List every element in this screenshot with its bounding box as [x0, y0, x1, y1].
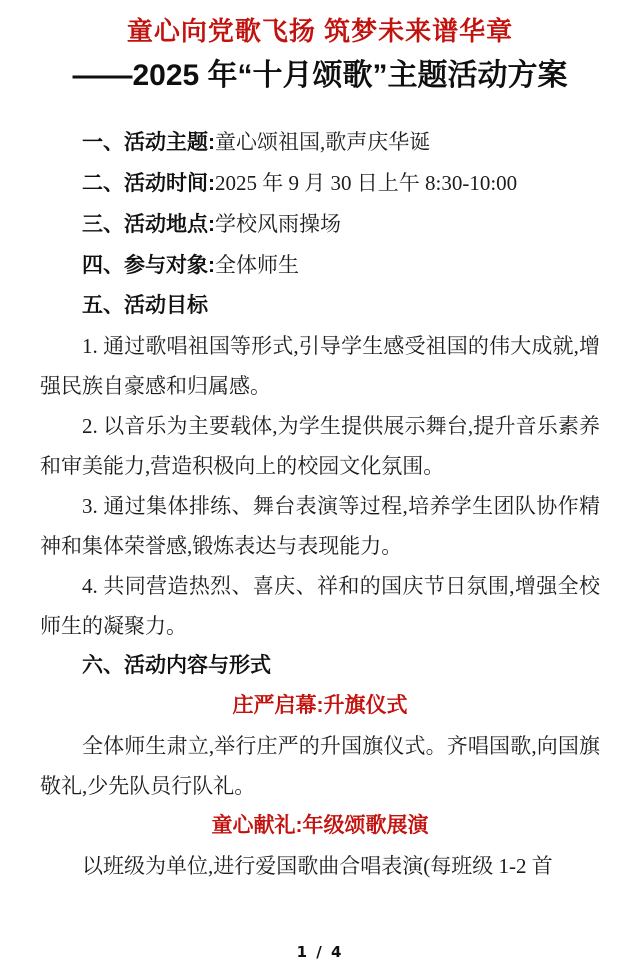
info-line-place [40, 204, 600, 245]
info-value-time: 2025 年 9 月 30 日上午 8:30-10:00 [215, 171, 518, 195]
info-line-theme [40, 122, 600, 163]
goal-paragraph-1: 1. 通过歌唱祖国等形式,引导学生感受祖国的伟大成就,增强民族自豪感和归属感。 [40, 334, 600, 398]
document-body [40, 122, 600, 886]
goal-paragraph-3: 3. 通过集体排练、舞台表演等过程,培养学生团队协作精神和集体荣誉感,锻炼表达与表现能力。 [40, 494, 600, 558]
info-line-time [40, 163, 600, 204]
info-value-place: 学校风雨操场 [215, 212, 341, 236]
goal-paragraph-4: 4. 共同营造热烈、喜庆、祥和的国庆节日氛围,增强全校师生的凝聚力。 [40, 574, 600, 638]
info-value-theme: 童心颂祖国,歌声庆华诞 [215, 130, 431, 154]
subsection-title-flag-ceremony: 庄严启幕:升旗仪式 [232, 694, 408, 717]
info-value-participants: 全体师生 [215, 253, 299, 277]
info-line-participants [40, 245, 600, 286]
subsection-text-grade-performance: 以班级为单位,进行爱国歌曲合唱表演(每班级 1-2 首 [82, 854, 553, 878]
section-heading-goals: 五、活动目标 [82, 294, 208, 317]
subsection-title-grade-performance: 童心献礼:年级颂歌展演 [211, 814, 429, 837]
document-title-main: ——2025 年“十月颂歌”主题活动方案 [72, 59, 568, 92]
info-label-place: 三、活动地点: [82, 213, 215, 236]
section-heading-content-form: 六、活动内容与形式 [82, 654, 271, 677]
page-number: 1 / 4 [296, 943, 344, 961]
info-label-theme: 一、活动主题: [82, 131, 215, 154]
info-label-time: 二、活动时间: [82, 172, 215, 195]
goal-paragraph-2: 2. 以音乐为主要载体,为学生提供展示舞台,提升音乐素养和审美能力,营造积极向上的校园文化氛围。 [40, 414, 600, 478]
info-label-participants: 四、参与对象: [82, 254, 215, 277]
subsection-text-flag-ceremony: 全体师生肃立,举行庄严的升国旗仪式。齐唱国歌,向国旗敬礼,少先队员行队礼。 [40, 734, 600, 798]
document-title-red: 童心向党歌飞扬 筑梦未来谱华章 [126, 16, 514, 46]
